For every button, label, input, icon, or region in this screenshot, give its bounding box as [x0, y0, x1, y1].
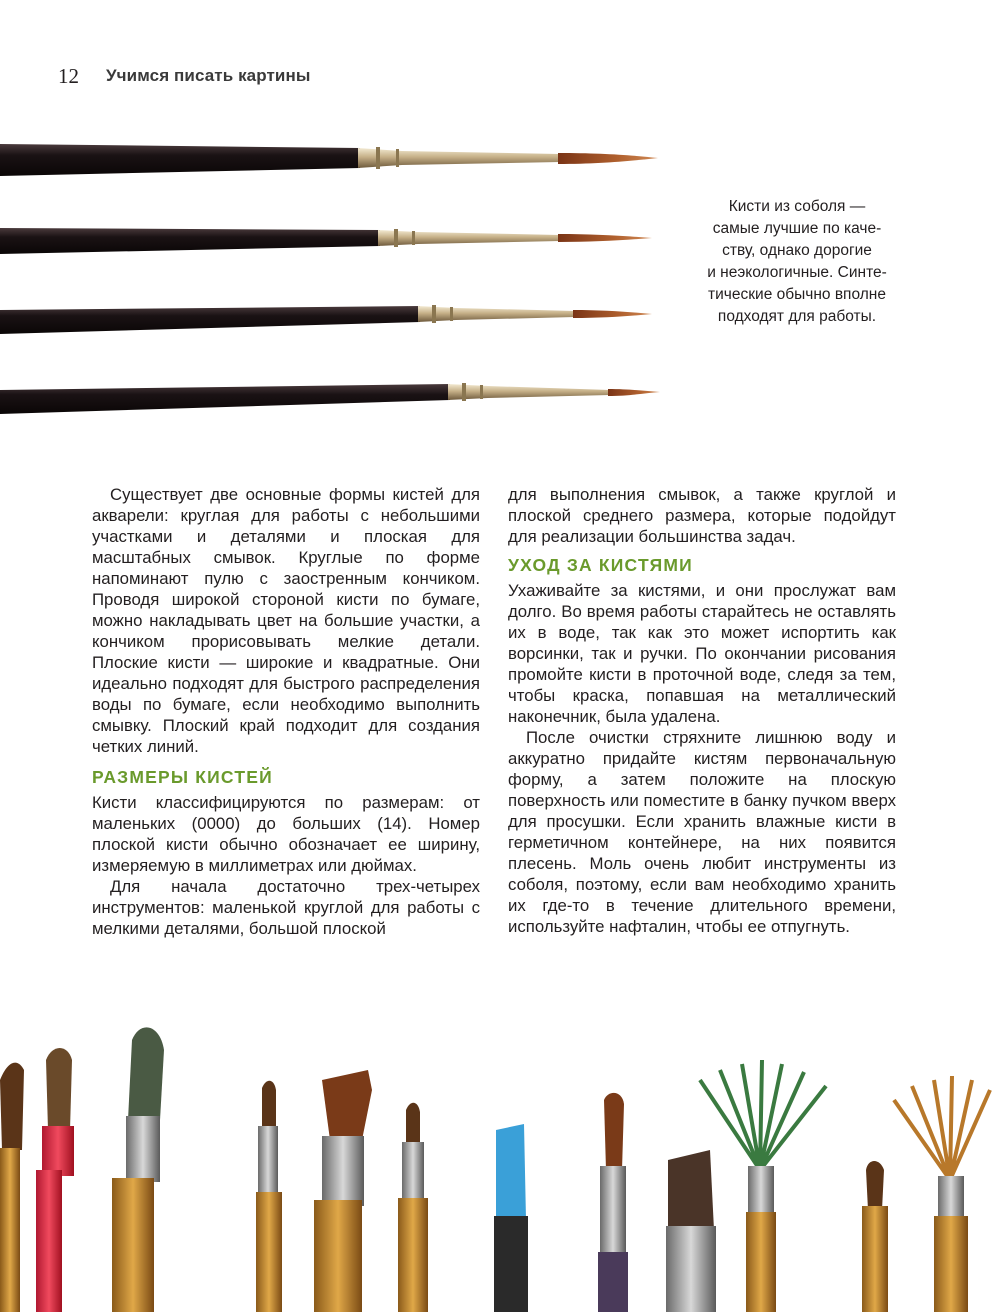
- sable-brush-1: [0, 144, 658, 176]
- sizes-paragraph-2: Для начала достаточно трех-четырех инструментов: маленькой круглой для работы с мелкими деталями, большой плоской: [92, 877, 480, 938]
- brush-9: [666, 1150, 716, 1312]
- brush-7: [494, 1124, 528, 1312]
- brush-5: [314, 1070, 372, 1312]
- sable-brush-2: [0, 228, 652, 254]
- care-paragraph-1: Ухаживайте за кистями, и они прослужат вам долго. Во время работы старайтесь не оставлять их в воде, так как это может испортить как ворсинки, так и ручки. По окончании рисования промойте кисти в проточной воде, следя за тем, чтобы краска, попавшая на металлический наконечник, была удалена.: [508, 581, 896, 726]
- page-number: 12: [58, 64, 79, 88]
- left-column: [92, 484, 480, 939]
- right-column: [508, 484, 896, 937]
- section-heading-brush-sizes: РАЗМЕРЫ КИСТЕЙ: [92, 767, 273, 787]
- sable-brushes-photo: [0, 120, 680, 420]
- fan-brush-1: [700, 1060, 826, 1312]
- sable-brush-4: [0, 383, 660, 414]
- brush-3: [112, 1027, 164, 1312]
- sizes-paragraph-1: Кисти классифицируются по размерам: от маленьких (0000) до больших (14). Номер плоской кисти обычно обозначает ее ширину, измеряемую в миллиметрах или дюймах.: [92, 793, 480, 875]
- care-paragraph-2: После очистки стряхните лишнюю воду и аккуратно придайте кистям первоначальную форму, а затем положите на плоскую поверхность или поместите в банку пучком вверх для просушки. Если хранить влажные кисти в герметичном контейнере, на них появится плесень. Моль очень любит инструменты из соболя, поэтому, если вам необходимо хранить их где-то в течение длительного времени, используйте нафталин, чтобы ее отпугнуть.: [508, 728, 896, 936]
- brush-10: [862, 1161, 888, 1312]
- brush-2: [36, 1048, 74, 1312]
- running-title: Учимся писать картины: [106, 66, 311, 85]
- sable-brush-3: [0, 305, 652, 334]
- continuation-paragraph: для выполнения смывок, а также круглой и плоской среднего размера, которые подойдут для реализации большинства задач.: [508, 485, 896, 546]
- brush-1: [0, 1063, 24, 1312]
- used-brushes-photo: [0, 1020, 1000, 1312]
- photo-caption: Кисти из соболя — самые лучшие по каче- ству, однако дорогие и неэкологичные. Синте- тические обычно вполне подходят для работы.: [707, 198, 887, 325]
- intro-paragraph: Существует две основные формы кистей для акварели: круглая для работы с небольшими участками и деталями и плоская для масштабных смывок. Круглые по форме напоминают пулю с заостренным кончиком. Проводя широкой стороной кисти по бумаге, можно накладывать цвет на большие участки, а кончиком прорисовывать мелкие детали. Плоские кисти — широкие и квадратные. Они идеально подходят для быстрого распределения воды по бумаге, если необходимо выполнить смывку. Плоский край подходит для создания четких линий.: [92, 485, 480, 756]
- brush-8: [598, 1093, 628, 1312]
- brush-4: [256, 1081, 282, 1312]
- section-heading-brush-care: УХОД ЗА КИСТЯМИ: [508, 555, 693, 575]
- fan-brush-2: [894, 1076, 990, 1312]
- brush-6: [398, 1103, 428, 1312]
